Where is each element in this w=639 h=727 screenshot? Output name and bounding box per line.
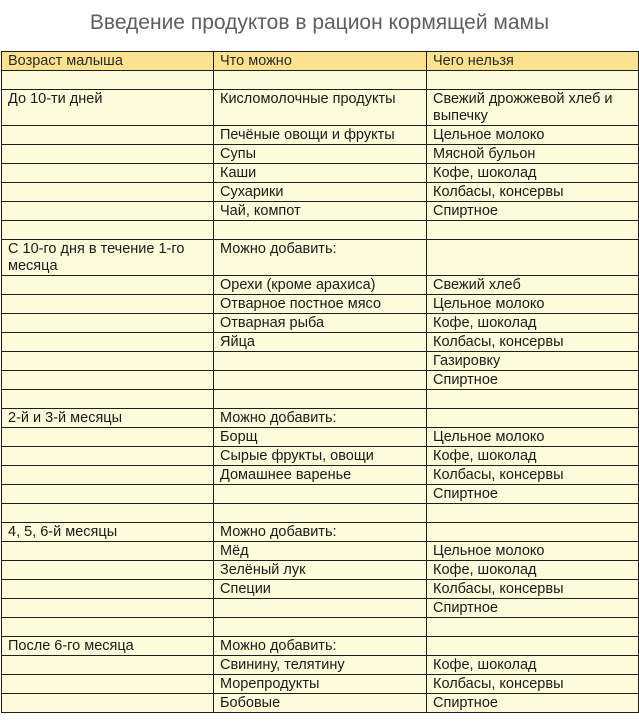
cell-forbidden: Колбасы, консервы xyxy=(427,580,639,599)
cell-baby-age xyxy=(2,428,214,447)
cell-forbidden: Кофе, шоколад xyxy=(427,561,639,580)
cell-allowed xyxy=(214,221,427,240)
table-row xyxy=(2,352,639,371)
cell-allowed: Можно добавить: xyxy=(214,523,427,542)
cell-allowed: Можно добавить: xyxy=(214,637,427,656)
cell-forbidden xyxy=(427,390,639,409)
table-row xyxy=(2,371,639,390)
cell-allowed: Печёные овощи и фрукты xyxy=(214,126,427,145)
cell-baby-age: 4, 5, 6-й месяцы xyxy=(2,523,214,542)
food-introduction-table xyxy=(1,51,639,713)
cell-baby-age: До 10-ти дней xyxy=(2,90,214,126)
cell-allowed: Отварная рыба xyxy=(214,314,427,333)
cell-allowed: Супы xyxy=(214,145,427,164)
table-row xyxy=(2,333,639,352)
table-row xyxy=(2,447,639,466)
cell-allowed xyxy=(214,599,427,618)
cell-allowed xyxy=(214,618,427,637)
cell-baby-age xyxy=(2,145,214,164)
cell-forbidden: Свежий хлеб xyxy=(427,276,639,295)
table-row xyxy=(2,542,639,561)
cell-forbidden: Кофе, шоколад xyxy=(427,656,639,675)
cell-forbidden: Цельное молоко xyxy=(427,295,639,314)
cell-forbidden: Спиртное xyxy=(427,599,639,618)
cell-allowed: Мёд xyxy=(214,542,427,561)
table-row xyxy=(2,183,639,202)
cell-allowed: Свинину, телятину xyxy=(214,656,427,675)
cell-allowed xyxy=(214,371,427,390)
table-row xyxy=(2,656,639,675)
cell-forbidden: Кофе, шоколад xyxy=(427,164,639,183)
cell-forbidden xyxy=(427,637,639,656)
cell-allowed: Яйца xyxy=(214,333,427,352)
table-row xyxy=(2,523,639,542)
cell-baby-age xyxy=(2,164,214,183)
cell-baby-age: После 6-го месяца xyxy=(2,637,214,656)
cell-allowed: Сырые фрукты, овощи xyxy=(214,447,427,466)
cell-forbidden: Колбасы, консервы xyxy=(427,183,639,202)
cell-baby-age xyxy=(2,656,214,675)
cell-baby-age xyxy=(2,618,214,637)
table-row xyxy=(2,428,639,447)
table-row xyxy=(2,618,639,637)
cell-allowed: Домашнее варенье xyxy=(214,466,427,485)
table-row xyxy=(2,314,639,333)
cell-forbidden: Кофе, шоколад xyxy=(427,447,639,466)
header-baby-age: Возраст малыша xyxy=(2,52,214,71)
cell-allowed: Каши xyxy=(214,164,427,183)
table-row xyxy=(2,90,639,126)
table-row xyxy=(2,276,639,295)
table-row xyxy=(2,466,639,485)
table-row xyxy=(2,295,639,314)
cell-forbidden: Цельное молоко xyxy=(427,126,639,145)
cell-baby-age xyxy=(2,71,214,90)
cell-allowed xyxy=(214,504,427,523)
cell-forbidden: Спиртное xyxy=(427,694,639,713)
cell-forbidden: Колбасы, консервы xyxy=(427,466,639,485)
table-row xyxy=(2,675,639,694)
cell-forbidden xyxy=(427,240,639,276)
cell-baby-age xyxy=(2,221,214,240)
cell-forbidden: Колбасы, консервы xyxy=(427,675,639,694)
cell-baby-age xyxy=(2,295,214,314)
cell-allowed: Бобовые xyxy=(214,694,427,713)
cell-baby-age xyxy=(2,352,214,371)
table-row xyxy=(2,202,639,221)
cell-forbidden: Цельное молоко xyxy=(427,542,639,561)
header-forbidden: Чего нельзя xyxy=(427,52,639,71)
table-row xyxy=(2,126,639,145)
cell-baby-age xyxy=(2,561,214,580)
cell-allowed xyxy=(214,390,427,409)
table-row xyxy=(2,599,639,618)
page-title: Введение продуктов в рацион кормящей мамы xyxy=(89,11,550,34)
cell-allowed: Орехи (кроме арахиса) xyxy=(214,276,427,295)
cell-baby-age xyxy=(2,371,214,390)
cell-allowed: Отварное постное мясо xyxy=(214,295,427,314)
header-allowed: Что можно xyxy=(214,52,427,71)
header-row xyxy=(2,52,639,71)
cell-forbidden: Спиртное xyxy=(427,485,639,504)
table-row xyxy=(2,580,639,599)
cell-baby-age: С 10-го дня в течение 1-го месяца xyxy=(2,240,214,276)
cell-forbidden xyxy=(427,504,639,523)
table-row xyxy=(2,561,639,580)
table-row xyxy=(2,390,639,409)
cell-allowed: Морепродукты xyxy=(214,675,427,694)
table-row xyxy=(2,504,639,523)
cell-allowed xyxy=(214,71,427,90)
cell-baby-age xyxy=(2,694,214,713)
cell-forbidden xyxy=(427,221,639,240)
table-body xyxy=(2,52,639,713)
cell-allowed: Сухарики xyxy=(214,183,427,202)
table-row xyxy=(2,145,639,164)
cell-forbidden: Кофе, шоколад xyxy=(427,314,639,333)
table-row xyxy=(2,240,639,276)
cell-forbidden: Газировку xyxy=(427,352,639,371)
table-row xyxy=(2,409,639,428)
cell-allowed: Зелёный лук xyxy=(214,561,427,580)
cell-allowed: Кисломолочные продукты xyxy=(214,90,427,126)
cell-baby-age xyxy=(2,447,214,466)
cell-baby-age xyxy=(2,276,214,295)
cell-forbidden: Спиртное xyxy=(427,202,639,221)
cell-baby-age xyxy=(2,599,214,618)
cell-baby-age xyxy=(2,333,214,352)
cell-allowed: Можно добавить: xyxy=(214,409,427,428)
cell-baby-age xyxy=(2,126,214,145)
cell-forbidden xyxy=(427,409,639,428)
cell-baby-age xyxy=(2,675,214,694)
cell-baby-age xyxy=(2,314,214,333)
cell-baby-age xyxy=(2,390,214,409)
cell-allowed: Чай, компот xyxy=(214,202,427,221)
cell-forbidden: Цельное молоко xyxy=(427,428,639,447)
table-row xyxy=(2,637,639,656)
cell-baby-age xyxy=(2,580,214,599)
cell-baby-age xyxy=(2,504,214,523)
cell-forbidden xyxy=(427,618,639,637)
table-row xyxy=(2,71,639,90)
cell-baby-age: 2-й и 3-й месяцы xyxy=(2,409,214,428)
table-row xyxy=(2,485,639,504)
cell-forbidden: Колбасы, консервы xyxy=(427,333,639,352)
table-row xyxy=(2,694,639,713)
cell-baby-age xyxy=(2,542,214,561)
cell-forbidden xyxy=(427,71,639,90)
cell-allowed: Можно добавить: xyxy=(214,240,427,276)
cell-forbidden: Спиртное xyxy=(427,371,639,390)
cell-allowed: Специи xyxy=(214,580,427,599)
cell-forbidden: Свежий дрожжевой хлеб и выпечку xyxy=(427,90,639,126)
cell-allowed xyxy=(214,352,427,371)
cell-baby-age xyxy=(2,485,214,504)
cell-baby-age xyxy=(2,466,214,485)
table-row xyxy=(2,221,639,240)
cell-baby-age xyxy=(2,202,214,221)
cell-forbidden: Мясной бульон xyxy=(427,145,639,164)
cell-baby-age xyxy=(2,183,214,202)
table-row xyxy=(2,164,639,183)
cell-allowed: Борщ xyxy=(214,428,427,447)
cell-allowed xyxy=(214,485,427,504)
cell-forbidden xyxy=(427,523,639,542)
